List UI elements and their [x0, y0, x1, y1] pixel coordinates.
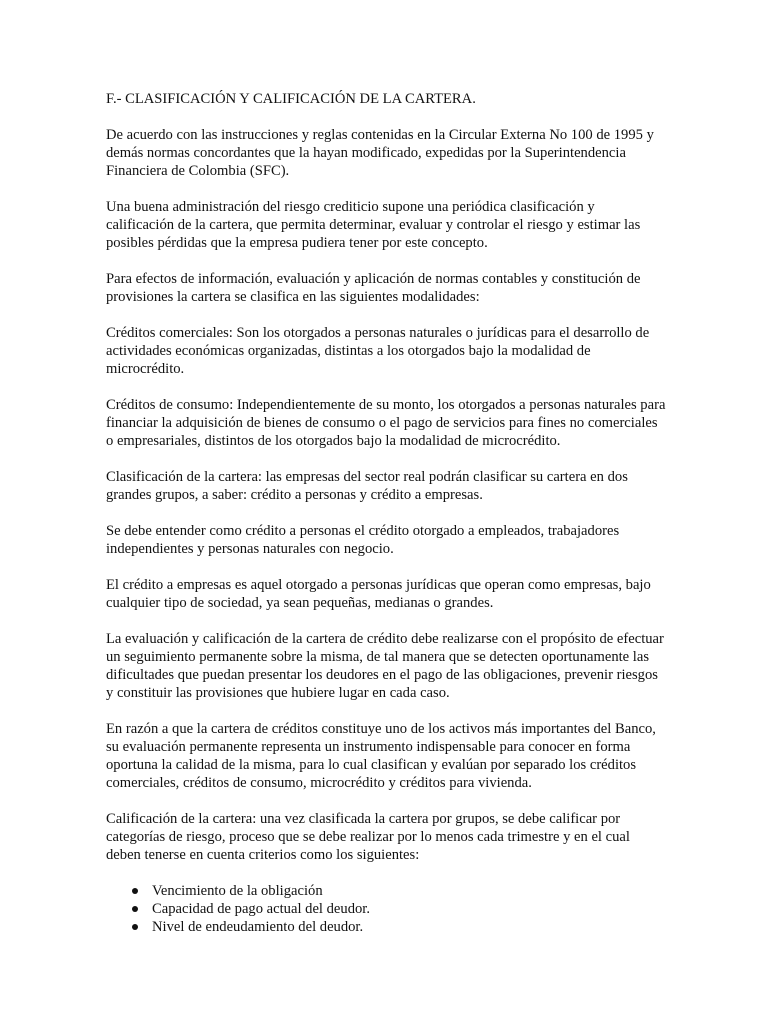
bullet-icon	[132, 924, 138, 930]
document-body	[106, 90, 666, 936]
paragraph-modalities-intro: Para efectos de información, evaluación y aplicación de normas contables y constitución de provisiones la cartera se clasifica en las siguientes modalidades:	[106, 271, 641, 305]
list-item	[132, 882, 666, 900]
bullet-icon	[132, 906, 138, 912]
criteria-list	[106, 882, 666, 936]
section-heading: F.- CLASIFICACIÓN Y CALIFICACIÓN DE LA CARTERA.	[106, 91, 476, 107]
list-item-text: Capacidad de pago actual del deudor.	[152, 901, 371, 917]
bullet-icon	[132, 888, 138, 894]
paragraph-evaluation-purpose: La evaluación y calificación de la cartera de crédito debe realizarse con el propósito de efectuar un seguimiento permanente sobre la misma, de tal manera que se detecten oportunamente las dificultades que puedan presentar los deudores en el pago de las obligaciones, prevenir riesgos y constituir las provisiones que hubiere lugar en cada caso.	[106, 631, 664, 701]
paragraph-consumer-credits: Créditos de consumo: Independientemente de su monto, los otorgados a personas naturales para financiar la adquisición de bienes de consumo o el pago de servicios para fines no comerciales o empresariales, distintos de los otorgados bajo la modalidad de microcrédito.	[106, 397, 666, 449]
paragraph-commercial-credits: Créditos comerciales: Son los otorgados a personas naturales o jurídicas para el desarrollo de actividades económicas organizadas, distintas a los otorgados bajo la modalidad de microcrédito.	[106, 325, 650, 377]
list-item	[132, 900, 666, 918]
paragraph-risk-administration: Una buena administración del riesgo crediticio supone una periódica clasificación y calificación de la cartera, que permita determinar, evaluar y controlar el riesgo y estimar las posibles pérdidas que la empresa pudiera tener por este concepto.	[106, 199, 641, 251]
list-item-text: Vencimiento de la obligación	[152, 883, 323, 899]
paragraph-credit-to-persons: Se debe entender como crédito a personas el crédito otorgado a empleados, trabajadores independientes y personas naturales con negocio.	[106, 523, 620, 557]
paragraph-circular: De acuerdo con las instrucciones y reglas contenidas en la Circular Externa No 100 de 1995 y demás normas concordantes que la hayan modificado, expedidas por la Superintendencia Financiera de Colombia (SFC).	[106, 127, 654, 179]
paragraph-credit-to-companies: El crédito a empresas es aquel otorgado a personas jurídicas que operan como empresas, bajo cualquier tipo de sociedad, ya sean pequeñas, medianas o grandes.	[106, 577, 651, 611]
list-item	[132, 918, 666, 936]
paragraph-portfolio-classification: Clasificación de la cartera: las empresas del sector real podrán clasificar su cartera en dos grandes grupos, a saber: crédito a personas y crédito a empresas.	[106, 469, 628, 503]
paragraph-bank-portfolio: En razón a que la cartera de créditos constituye uno de los activos más importantes del Banco, su evaluación permanente representa un instrumento indispensable para conocer en forma oportuna la calidad de la misma, para lo cual clasifican y evalúan por separado los créditos comerciales, créditos de consumo, microcrédito y créditos para vivienda.	[106, 721, 656, 791]
paragraph-portfolio-rating: Calificación de la cartera: una vez clasificada la cartera por grupos, se debe calificar por categorías de riesgo, proceso que se debe realizar por lo menos cada trimestre y en el cual deben tenerse en cuenta criterios como los siguientes:	[106, 811, 630, 863]
list-item-text: Nivel de endeudamiento del deudor.	[152, 919, 364, 935]
